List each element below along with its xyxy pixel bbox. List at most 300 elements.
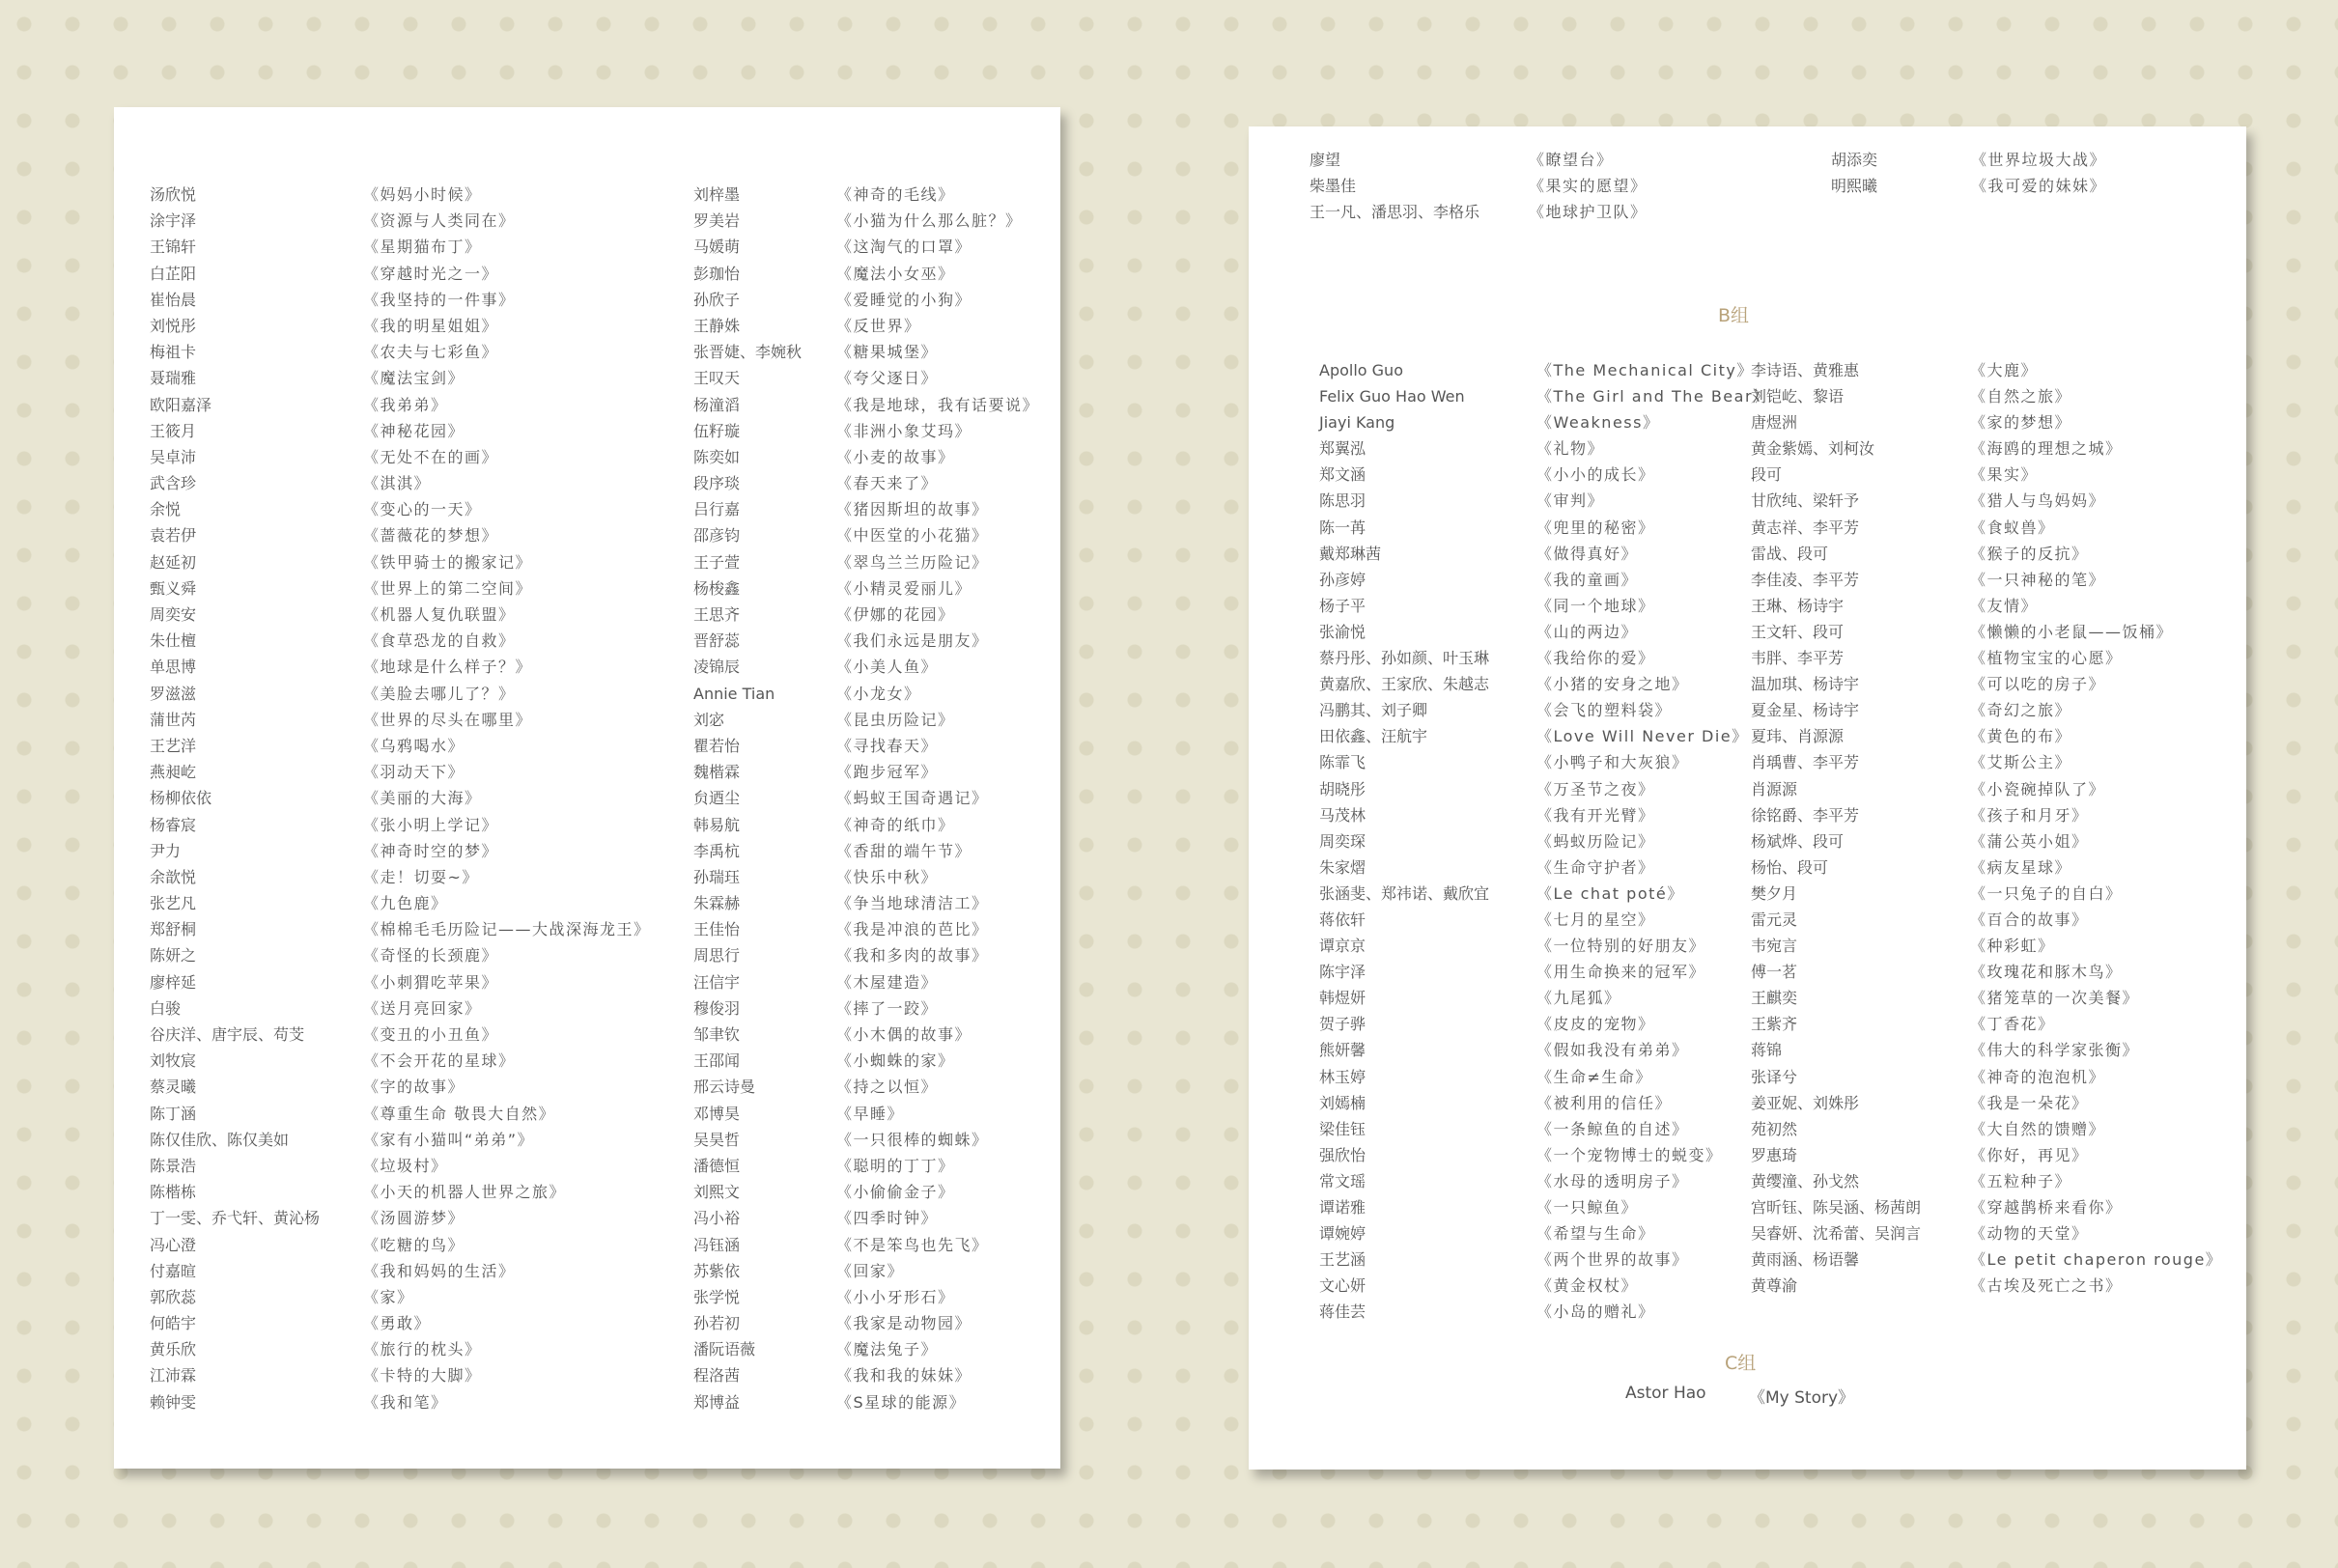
work-title: 《黄色的布》 — [1970, 727, 2072, 746]
author-name: 李禹杭 — [693, 841, 741, 860]
author-name: 蒋依轩 — [1319, 910, 1366, 929]
author-name: 王筱月 — [150, 421, 197, 440]
work-title: 《我们永远是朋友》 — [836, 631, 989, 651]
work-title: 《古埃及死亡之书》 — [1970, 1276, 2123, 1296]
work-title: 《神秘花园》 — [363, 421, 465, 440]
author-name: 邵彦钧 — [693, 526, 741, 546]
author-name: 吴昊哲 — [693, 1130, 741, 1149]
work-title: 《淇淇》 — [363, 474, 432, 493]
work-title: 《这淘气的口罩》 — [836, 238, 972, 257]
author-name: 姜亚妮、刘姝彤 — [1751, 1093, 1860, 1112]
work-title: 《香甜的端午节》 — [836, 841, 972, 860]
work-title: 《两个世界的故事》 — [1536, 1250, 1689, 1270]
work-title: 《小猪的安身之地》 — [1536, 675, 1689, 694]
work-title: 《小猫为什么那么脏？》 — [836, 211, 1023, 231]
work-title: 《一只很棒的蜘蛛》 — [836, 1130, 989, 1149]
author-name: 孙若初 — [693, 1314, 741, 1333]
group-c-heading: C组 — [1725, 1353, 1757, 1374]
author-name: 尹力 — [150, 841, 182, 860]
work-title: 《七月的星空》 — [1536, 910, 1655, 929]
work-title: 《春天来了》 — [836, 474, 939, 493]
work-title: 《孩子和月牙》 — [1970, 805, 2089, 825]
author-name: 陈妍之 — [150, 946, 197, 966]
work-title: 《Love Will Never Die》 — [1536, 727, 1749, 746]
author-name: 明熙曦 — [1831, 177, 1878, 195]
work-title: 《小鸭子和大灰狼》 — [1536, 753, 1689, 772]
author-name: 潘阮语薇 — [693, 1340, 756, 1359]
work-title: 《会飞的塑料袋》 — [1536, 701, 1673, 720]
work-title: 《羽动天下》 — [363, 763, 465, 782]
work-title: 《地球护卫队》 — [1529, 203, 1648, 221]
author-name: 肖源源 — [1751, 779, 1798, 798]
work-title: 《用生命换来的冠军》 — [1536, 963, 1706, 982]
work-title: 《乌鸦喝水》 — [363, 736, 465, 755]
work-title: 《棉棉毛毛历险记——大战深海龙王》 — [363, 920, 651, 939]
author-name: 武含珍 — [150, 474, 197, 493]
work-title: 《山的两边》 — [1536, 622, 1639, 641]
author-name: 冯心澄 — [150, 1235, 197, 1254]
author-name: 张艺凡 — [150, 894, 197, 913]
author-name: 王紫齐 — [1751, 1015, 1798, 1034]
work-title: 《S星球的能源》 — [836, 1392, 967, 1412]
author-name: 刘梓墨 — [693, 185, 741, 204]
author-name: 肖瑀曹、李平芳 — [1751, 753, 1860, 772]
work-title: 《早睡》 — [836, 1104, 905, 1123]
author-name: 瞿若怡 — [693, 736, 741, 755]
author-name: 温加琪、杨诗宇 — [1751, 675, 1860, 694]
author-name: 蔡灵曦 — [150, 1078, 197, 1097]
author-name: 陈霏飞 — [1319, 753, 1366, 772]
work-title: 《我是冲浪的芭比》 — [836, 920, 989, 939]
work-title: 《变心的一天》 — [363, 500, 482, 519]
work-title: 《奇幻之旅》 — [1970, 701, 2072, 720]
work-title: 《寻找春天》 — [836, 736, 939, 755]
work-title: 《家》 — [363, 1287, 414, 1306]
author-name: 朱家熠 — [1319, 857, 1366, 877]
author-name: 贠迺尘 — [693, 789, 741, 808]
author-name: 欧阳嘉泽 — [150, 395, 212, 414]
work-title: 《我家是动物园》 — [836, 1314, 972, 1333]
author-name: 谭诺雅 — [1319, 1198, 1366, 1217]
work-title: 《穿越鹊桥来看你》 — [1970, 1198, 2123, 1217]
author-name: 杨柳依依 — [150, 789, 212, 808]
author-name: 魏楷霖 — [693, 763, 741, 782]
author-name: 朱霖赫 — [693, 894, 741, 913]
work-title: 《可以吃的房子》 — [1970, 675, 2106, 694]
work-title: 《小瓷碗掉队了》 — [1970, 779, 2106, 798]
author-name: 朱仕檀 — [150, 631, 197, 651]
work-title: 《家的梦想》 — [1970, 413, 2072, 433]
work-title: 《友情》 — [1970, 596, 2039, 615]
work-title: 《持之以恒》 — [836, 1078, 939, 1097]
work-title: 《果实的愿望》 — [1529, 177, 1648, 195]
work-title: 《一位特别的好朋友》 — [1536, 937, 1706, 956]
work-title: 《The Mechanical City》 — [1536, 361, 1754, 379]
work-title: 《争当地球清洁工》 — [836, 894, 989, 913]
work-title: 《动物的天堂》 — [1970, 1224, 2089, 1244]
work-title: 《小小牙形石》 — [836, 1287, 955, 1306]
work-title: 《果实》 — [1970, 465, 2039, 485]
work-title: 《我坚持的一件事》 — [363, 290, 516, 309]
author-name: 蔡丹彤、孙如颜、叶玉琳 — [1319, 649, 1490, 668]
author-name: 刘牧宸 — [150, 1051, 197, 1071]
work-title: 《我给你的爱》 — [1536, 649, 1655, 668]
work-title: 《艾斯公主》 — [1970, 753, 2072, 772]
author-name: 陈思羽 — [1319, 491, 1366, 511]
work-title: 《快乐中秋》 — [836, 867, 939, 886]
author-name: 李佳凌、李平芳 — [1751, 570, 1860, 589]
work-title: 《资源与人类同在》 — [363, 211, 516, 231]
work-title: 《我的童画》 — [1536, 570, 1639, 589]
author-name: 杨潼滔 — [693, 395, 741, 414]
author-name: 江沛霖 — [150, 1366, 197, 1386]
left-page — [114, 107, 1060, 1469]
author-name: 胡添奕 — [1831, 151, 1878, 169]
author-name: 刘嫣楠 — [1319, 1093, 1366, 1112]
work-title: 《五粒种子》 — [1970, 1171, 2072, 1190]
author-name: 郑舒桐 — [150, 920, 197, 939]
author-name: 胡晓彤 — [1319, 779, 1366, 798]
work-title: 《Le petit chaperon rouge》 — [1970, 1250, 2223, 1270]
work-title: 《大自然的馈赠》 — [1970, 1119, 2106, 1138]
work-title: 《小木偶的故事》 — [836, 1025, 972, 1044]
work-title: 《小岛的赠礼》 — [1536, 1302, 1655, 1322]
author-name: 何皓宇 — [150, 1314, 197, 1333]
author-name: 潘德恒 — [693, 1156, 741, 1175]
work-title: 《爱睡觉的小狗》 — [836, 290, 972, 309]
author-name: 罗滋滋 — [150, 684, 197, 703]
work-title: 《聪明的丁丁》 — [836, 1156, 955, 1175]
author-name: 伍籽璇 — [693, 421, 741, 440]
work-title: 《回家》 — [836, 1261, 905, 1280]
work-title: 《假如我没有弟弟》 — [1536, 1041, 1689, 1060]
author-name: 文心妍 — [1319, 1276, 1366, 1296]
author-name: 王子萱 — [693, 552, 741, 572]
work-title: 《世界的尽头在哪里》 — [363, 710, 533, 729]
work-title: 《食草恐龙的自救》 — [363, 631, 516, 651]
work-title: 《一只兔子的自白》 — [1970, 883, 2123, 903]
author-name: 王一凡、潘思羽、李格乐 — [1310, 203, 1480, 221]
work-title: 《张小明上学记》 — [363, 815, 499, 834]
work-title: 《懒懒的小老鼠——饭桶》 — [1970, 622, 2174, 641]
work-title: 《美脸去哪儿了？》 — [363, 684, 516, 703]
author-name: 谭京京 — [1319, 937, 1366, 956]
work-title: 《The Girl and The Bear》 — [1536, 387, 1770, 406]
author-name: 邢云诗曼 — [693, 1078, 756, 1097]
author-name: 宫昕钰、陈吴涵、杨茜朗 — [1751, 1198, 1922, 1217]
work-title: 《小龙女》 — [836, 684, 921, 703]
author-name: 孙彦婷 — [1319, 570, 1366, 589]
author-name: 苏紫依 — [693, 1261, 741, 1280]
left-col1-titles — [363, 182, 651, 1415]
author-name: 杨斌烨、段可 — [1751, 831, 1845, 851]
author-name: 韩煜妍 — [1319, 989, 1366, 1008]
author-name: 蒋佳芸 — [1319, 1302, 1366, 1322]
author-name: 王麒奕 — [1751, 989, 1798, 1008]
author-name: 樊夕月 — [1751, 883, 1798, 903]
work-title: 《魔法宝剑》 — [363, 369, 465, 388]
author-name: 黄尊渝 — [1751, 1276, 1798, 1296]
work-title: 《皮皮的宠物》 — [1536, 1015, 1655, 1034]
left-col2-titles — [836, 182, 1039, 1415]
author-name: 汤欣悦 — [150, 185, 197, 204]
author-name: 彭珈怡 — [693, 264, 741, 283]
author-name: 邓博昊 — [693, 1104, 741, 1123]
work-title: 《无处不在的画》 — [363, 447, 499, 466]
author-name: 王文轩、段可 — [1751, 622, 1845, 641]
left-col1-names — [150, 182, 320, 1415]
author-name: 赖钟雯 — [150, 1392, 197, 1412]
work-title: 《蒲公英小姐》 — [1970, 831, 2089, 851]
author-name: Apollo Guo — [1319, 361, 1403, 379]
author-name: 吴睿妍、沈希蕾、吴润言 — [1751, 1224, 1922, 1244]
work-title: 《美丽的大海》 — [363, 789, 482, 808]
work-title: 《汤圆游梦》 — [363, 1209, 465, 1228]
author-name: 吴卓沛 — [150, 447, 197, 466]
author-name: 韦宛言 — [1751, 937, 1798, 956]
author-name: 苑初然 — [1751, 1119, 1798, 1138]
work-title: 《种彩虹》 — [1970, 937, 2055, 956]
author-name: 雷元灵 — [1751, 910, 1798, 929]
author-name: 黄乐欣 — [150, 1340, 197, 1359]
work-title: 《自然之旅》 — [1970, 387, 2072, 406]
author-name: 杨睿宸 — [150, 815, 197, 834]
work-title: 《摔了一跤》 — [836, 998, 939, 1018]
work-title: 《我和妈妈的生活》 — [363, 1261, 516, 1280]
author-name: 吕行嘉 — [693, 500, 741, 519]
work-title: 《做得真好》 — [1536, 544, 1639, 563]
author-name: 孙欣子 — [693, 290, 741, 309]
work-title: 《世界垃圾大战》 — [1971, 151, 2107, 169]
author-name: 刘熙文 — [693, 1183, 741, 1202]
author-name: 刘铠屹、黎语 — [1751, 387, 1845, 406]
author-name: 马茂林 — [1319, 805, 1366, 825]
author-name: 蒋锦 — [1751, 1041, 1783, 1060]
author-name: 陈宇泽 — [1319, 963, 1366, 982]
work-title: 《九尾狐》 — [1536, 989, 1621, 1008]
author-name: 丁一雯、乔弋轩、黄沁杨 — [150, 1209, 321, 1228]
left-col2-names — [693, 182, 802, 1415]
work-title: 《我是一朵花》 — [1970, 1093, 2089, 1112]
author-name: 袁若伊 — [150, 526, 197, 546]
work-title: 《一只鲸鱼》 — [1536, 1198, 1639, 1217]
author-name: 赵延初 — [150, 552, 197, 572]
right-page — [1249, 126, 2246, 1470]
author-name: 冯鹏其、刘子卿 — [1319, 701, 1428, 720]
author-name: Felix Guo Hao Wen — [1319, 387, 1465, 406]
author-name: 王邵闻 — [693, 1051, 741, 1071]
author-name: 燕昶屹 — [150, 763, 197, 782]
group-c-entry-name: Astor Hao — [1625, 1384, 1706, 1403]
author-name: 谷庆洋、唐宇辰、苟芠 — [150, 1025, 305, 1044]
work-title: 《Le chat poté》 — [1536, 883, 1684, 903]
work-title: 《蚂蚁历险记》 — [1536, 831, 1655, 851]
author-name: 黄嘉欣、王家欣、朱越志 — [1319, 675, 1490, 694]
right-top-titles — [1529, 147, 1648, 225]
group-b-col1-titles — [1536, 357, 1770, 1325]
work-title: 《蚂蚁王国奇遇记》 — [836, 789, 989, 808]
work-title: 《一个宠物博士的蜕变》 — [1536, 1145, 1723, 1164]
author-name: 晋舒蕊 — [693, 631, 741, 651]
work-title: 《卡特的大脚》 — [363, 1366, 482, 1386]
author-name: 雷战、段可 — [1751, 544, 1829, 563]
work-title: 《星期猫布丁》 — [363, 238, 482, 257]
work-title: 《走！切耍~》 — [363, 867, 479, 886]
author-name: 冯钰涵 — [693, 1235, 741, 1254]
author-name: 夏玮、肖源源 — [1751, 727, 1845, 746]
work-title: 《伟大的科学家张衡》 — [1970, 1041, 2140, 1060]
work-title: 《神奇时空的梦》 — [363, 841, 499, 860]
author-name: 王佳怡 — [693, 920, 741, 939]
author-name: 穆俊羽 — [693, 998, 741, 1018]
work-title: 《Weakness》 — [1536, 413, 1660, 433]
author-name: 付嘉暄 — [150, 1261, 197, 1280]
work-title: 《穿越时光之一》 — [363, 264, 499, 283]
work-title: 《垃圾村》 — [363, 1156, 448, 1175]
work-title: 《木屋建造》 — [836, 972, 939, 992]
author-name: 唐煜洲 — [1751, 413, 1798, 433]
author-name: 杨怡、段可 — [1751, 857, 1829, 877]
work-title: 《瞭望台》 — [1529, 151, 1614, 169]
work-title: 《小天的机器人世界之旅》 — [363, 1183, 567, 1202]
work-title: 《神奇的纸巾》 — [836, 815, 955, 834]
author-name: 徐铭爵、李平芳 — [1751, 805, 1860, 825]
author-name: 林玉婷 — [1319, 1067, 1366, 1086]
author-name: 陈一苒 — [1319, 518, 1366, 537]
work-title: 《妈妈小时候》 — [363, 185, 482, 204]
author-name: Jiayi Kang — [1319, 413, 1395, 433]
work-title: 《尊重生命 敬畏大自然》 — [363, 1104, 556, 1123]
work-title: 《神奇的泡泡机》 — [1970, 1067, 2106, 1086]
work-title: 《小精灵爱丽儿》 — [836, 578, 972, 598]
work-title: 《九色鹿》 — [363, 894, 448, 913]
right-top2-names — [1831, 147, 1877, 199]
work-title: 《不会开花的星球》 — [363, 1051, 516, 1071]
author-name: 傅一茗 — [1751, 963, 1798, 982]
work-title: 《反世界》 — [836, 316, 921, 335]
author-name: 陈仅佳欣、陈仅美如 — [150, 1130, 290, 1149]
work-title: 《魔法小女巫》 — [836, 264, 955, 283]
author-name: 韩易航 — [693, 815, 741, 834]
author-name: 甘欣纯、梁轩予 — [1751, 491, 1860, 511]
work-title: 《世界上的第二空间》 — [363, 578, 533, 598]
work-title: 《伊娜的花园》 — [836, 605, 955, 624]
author-name: 段序琰 — [693, 474, 741, 493]
author-name: 刘宓 — [693, 710, 725, 729]
author-name: 张渝悦 — [1319, 622, 1366, 641]
work-title: 《食蚁兽》 — [1970, 518, 2055, 537]
work-title: 《兜里的秘密》 — [1536, 518, 1655, 537]
author-name: 王思齐 — [693, 605, 741, 624]
author-name: 张晋婕、李婉秋 — [693, 343, 803, 362]
work-title: 《猪因斯坦的故事》 — [836, 500, 989, 519]
work-title: 《黄金权杖》 — [1536, 1276, 1639, 1296]
author-name: 蒲世芮 — [150, 710, 197, 729]
author-name: 凌锦辰 — [693, 658, 741, 677]
work-title: 《地球是什么样子？》 — [363, 658, 533, 677]
work-title: 《小小的成长》 — [1536, 465, 1655, 485]
work-title: 《猪笼草的一次美餐》 — [1970, 989, 2140, 1008]
work-title: 《一条鲸鱼的自述》 — [1536, 1119, 1689, 1138]
work-title: 《我有开光臂》 — [1536, 805, 1655, 825]
work-title: 《海鸥的理想之城》 — [1970, 439, 2123, 459]
work-title: 《小刺猬吃苹果》 — [363, 972, 499, 992]
author-name: 冯小裕 — [693, 1209, 741, 1228]
author-name: 廖望 — [1310, 151, 1341, 169]
author-name: 常文瑶 — [1319, 1171, 1366, 1190]
work-title: 《希望与生命》 — [1536, 1224, 1655, 1244]
author-name: 夏金星、杨诗宇 — [1751, 701, 1860, 720]
work-title: 《我弟弟》 — [363, 395, 448, 414]
work-title: 《蔷薇花的梦想》 — [363, 526, 499, 546]
work-title: 《我和多肉的故事》 — [836, 946, 989, 966]
right-top2-titles — [1971, 147, 2106, 199]
work-title: 《丁香花》 — [1970, 1015, 2055, 1034]
work-title: 《植物宝宝的心愿》 — [1970, 649, 2123, 668]
author-name: 周奕琛 — [1319, 831, 1366, 851]
author-name: 谭婉婷 — [1319, 1224, 1366, 1244]
author-name: 罗美岩 — [693, 211, 741, 231]
group-b-col1-names — [1319, 357, 1489, 1325]
work-title: 《礼物》 — [1536, 439, 1605, 459]
work-title: 《生命≠生命》 — [1536, 1067, 1652, 1086]
author-name: 刘悦彤 — [150, 316, 197, 335]
author-name: 陈奕如 — [693, 447, 741, 466]
work-title: 《万圣节之夜》 — [1536, 779, 1655, 798]
work-title: 《夸父逐日》 — [836, 369, 939, 388]
work-title: 《我和我的妹妹》 — [836, 1366, 972, 1386]
author-name: 周思行 — [693, 946, 741, 966]
work-title: 《奇怪的长颈鹿》 — [363, 946, 499, 966]
author-name: 涂宇泽 — [150, 211, 197, 231]
author-name: 陈楷栋 — [150, 1183, 197, 1202]
author-name: 熊妍馨 — [1319, 1041, 1366, 1060]
work-title: 《审判》 — [1536, 491, 1605, 511]
author-name: 强欣怡 — [1319, 1145, 1366, 1164]
author-name: 黄雨涵、杨语馨 — [1751, 1250, 1860, 1270]
work-title: 《生命守护者》 — [1536, 857, 1655, 877]
work-title: 《玫瑰花和豚木鸟》 — [1970, 963, 2123, 982]
author-name: 张译兮 — [1751, 1067, 1798, 1086]
right-top-names — [1310, 147, 1479, 225]
work-title: 《魔法兔子》 — [836, 1340, 939, 1359]
work-title: 《非洲小象艾玛》 — [836, 421, 972, 440]
work-title: 《勇敢》 — [363, 1314, 432, 1333]
work-title: 《农夫与七彩鱼》 — [363, 343, 499, 362]
group-b-col2-titles — [1970, 357, 2222, 1299]
author-name: 柴墨佳 — [1310, 177, 1357, 195]
author-name: 王静姝 — [693, 316, 741, 335]
work-title: 《我和笔》 — [363, 1392, 448, 1412]
work-title: 《百合的故事》 — [1970, 910, 2089, 929]
author-name: 贺子骅 — [1319, 1015, 1366, 1034]
author-name: 戴郑琳茜 — [1319, 544, 1382, 563]
work-title: 《同一个地球》 — [1536, 596, 1655, 615]
author-name: 王琳、杨诗宇 — [1751, 596, 1845, 615]
author-name: 郑翼泓 — [1319, 439, 1366, 459]
group-b-col2-names — [1751, 357, 1921, 1299]
work-title: 《不是笨鸟也先飞》 — [836, 1235, 989, 1254]
author-name: 李诗语、黄雅惠 — [1751, 361, 1860, 379]
work-title: 《病友星球》 — [1970, 857, 2072, 877]
work-title: 《水母的透明房子》 — [1536, 1171, 1689, 1190]
author-name: 汪信宇 — [693, 972, 741, 992]
author-name: 甄义舜 — [150, 578, 197, 598]
author-name: 梅祖卡 — [150, 343, 197, 362]
work-title: 《你好，再见》 — [1970, 1145, 2089, 1164]
work-title: 《家有小猫叫“弟弟”》 — [363, 1130, 535, 1149]
author-name: 郑文涵 — [1319, 465, 1366, 485]
